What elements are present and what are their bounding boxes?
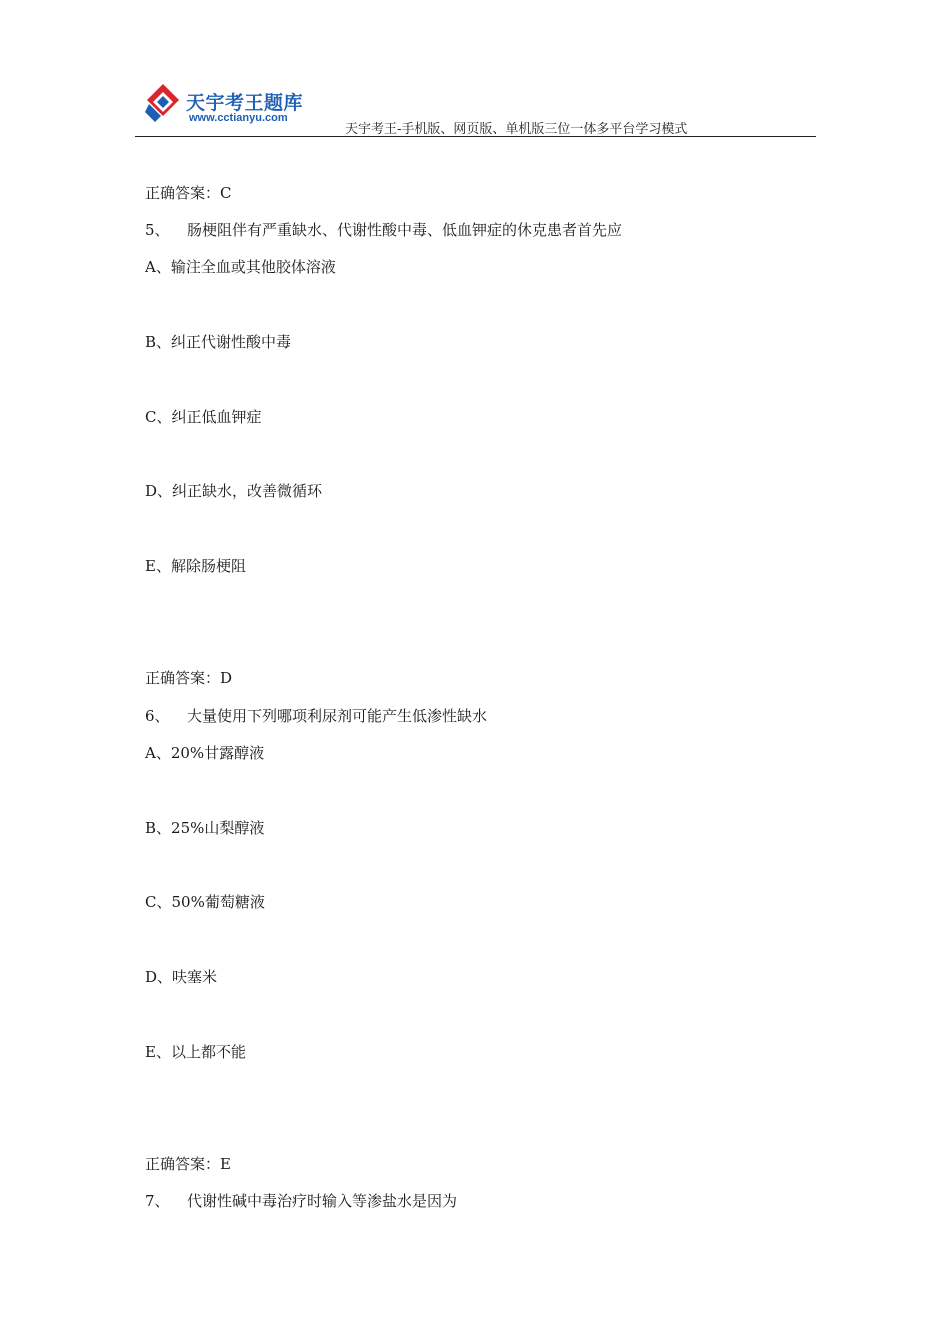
option-5b: B、纠正代谢性酸中毒 bbox=[145, 333, 292, 351]
option-6c: C、50%葡萄糖液 bbox=[145, 893, 265, 911]
option-6e: E、以上都不能 bbox=[145, 1043, 246, 1061]
question-text: 代谢性碱中毒治疗时输入等渗盐水是因为 bbox=[187, 1192, 458, 1210]
question-number: 7、 bbox=[145, 1192, 170, 1210]
answer-q6: 正确答案：E bbox=[145, 1155, 231, 1173]
question-number: 5、 bbox=[145, 221, 170, 239]
logo-name: 天宇考王题库 bbox=[186, 92, 304, 114]
answer-q4: 正确答案：C bbox=[145, 184, 232, 202]
question-5 bbox=[145, 220, 622, 240]
logo-url: www.cctianyu.com bbox=[189, 112, 288, 124]
answer-q5: 正确答案：D bbox=[145, 669, 233, 687]
page-header bbox=[135, 78, 816, 137]
question-6 bbox=[145, 706, 487, 726]
question-number: 6、 bbox=[145, 707, 170, 725]
option-5a: A、输注全血或其他胶体溶液 bbox=[145, 258, 336, 276]
option-6a: A、20%甘露醇液 bbox=[145, 744, 265, 762]
question-text: 大量使用下列哪项利尿剂可能产生低渗性缺水 bbox=[187, 707, 488, 725]
option-6d: D、呋塞米 bbox=[145, 968, 218, 986]
question-text: 肠梗阻伴有严重缺水、代谢性酸中毒、低血钾症的休克患者首先应 bbox=[187, 221, 623, 239]
option-5c: C、纠正低血钾症 bbox=[145, 408, 262, 426]
question-7 bbox=[145, 1191, 457, 1211]
option-5e: E、解除肠梗阻 bbox=[145, 557, 246, 575]
option-5d: D、纠正缺水，改善微循环 bbox=[145, 482, 323, 500]
site-logo bbox=[143, 82, 323, 128]
header-tagline: 天宇考王-手机版、网页版、单机版三位一体多平台学习模式 bbox=[345, 122, 688, 137]
logo-diamond-icon bbox=[143, 82, 183, 126]
option-6b: B、25%山梨醇液 bbox=[145, 819, 265, 837]
